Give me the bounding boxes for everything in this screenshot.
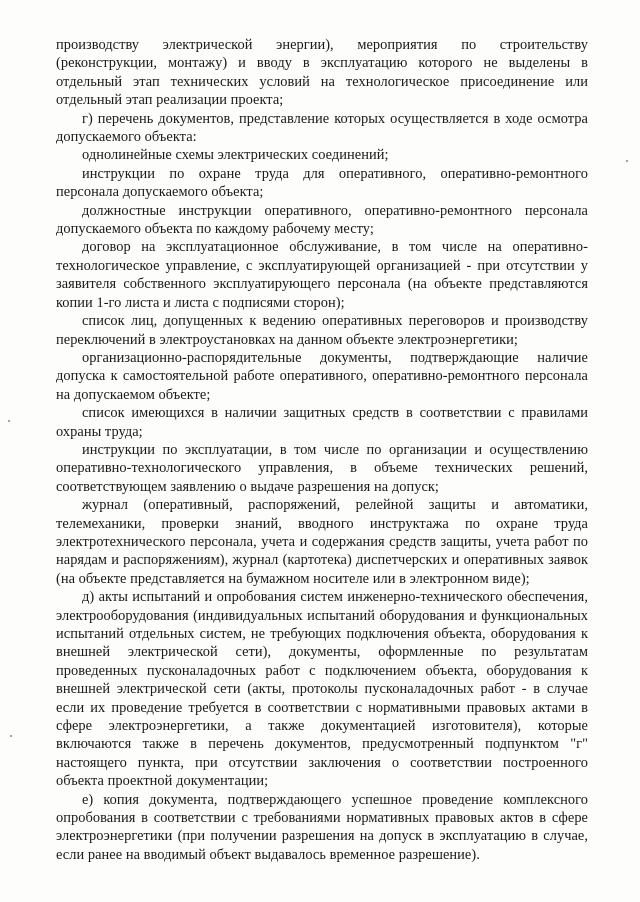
paragraph: организационно-распорядительные документы, подтверждающие наличие допуска к самостоятельной работе оперативного, оперативно-ремонтного персонала на допускаемом объекте; bbox=[56, 349, 588, 403]
scan-speck bbox=[10, 735, 12, 737]
paragraph: журнал (оперативный, распоряжений, релейной защиты и автоматики, телемеханики, проверки знаний, вводного инструктажа по охране труда электротехнического персонала, учета и содержания средств защиты, учета работ по нарядам и распоряжениям), журнал (картотека) диспетчерских и оперативных заявок (на объекте представляется на бумажном носителе или в электронном виде); bbox=[56, 497, 588, 587]
paragraph-item-g: г) перечень документов, представление которых осуществляется в ходе осмотра допускаемого объекта: bbox=[56, 110, 588, 146]
paragraph-item-d: д) акты испытаний и опробования систем инженерно-технического обеспечения, электрооборудования (индивидуальных испытаний оборудования и функциональных испытаний отдельных систем, не требующих подключения объекта, оборудования к внешней электрической сети), документы, оформленные по результатам проведенных пусконаладочных работ с подключением объекта, оборудования к внешней электрической сети (акты, протоколы пусконаладочных работ - в случае если их проведение требуется в соответствии с нормативными правовых актами в сфере электроэнергетики, а также документацией изготовителя), которые включаются также в перечень документов, предусмотренный подпунктом "г" настоящего пункта, при отсутствии заключения о соответствии построенного объекта проектной документации; bbox=[56, 589, 588, 790]
paragraph: однолинейные схемы электрических соединений; bbox=[82, 147, 389, 164]
paragraph: список лиц, допущенных к ведению оперативных переговоров и производству переключений в электроустановках на данном объекте электроэнергетики; bbox=[56, 313, 588, 348]
paragraph: список имеющихся в наличии защитных средств в соответствии с правилами охраны труда; bbox=[56, 405, 588, 440]
paragraph: должностные инструкции оперативного, оперативно-ремонтного персонала допускаемого объекта по каждому рабочему месту; bbox=[56, 202, 588, 238]
paragraph-item-e: е) копия документа, подтверждающего успешное проведение комплексного опробования в соответствии с требованиями нормативных правовых актов в сфере электроэнергетики (при получении разрешения на допуск в эксплуатацию в случае, если ранее на вводимый объект выдавалось временное разрешение). bbox=[56, 791, 588, 863]
paragraph: договор на эксплуатационное обслуживание, в том числе на оперативно-технологическое управление, с эксплуатирующей организацией - при отсутствии у заявителя собственного эксплуатирующего персонала (на объекте представляются копии 1-го листа и листа с подписями сторон); bbox=[56, 239, 588, 311]
scan-speck bbox=[626, 160, 628, 162]
scan-speck bbox=[8, 420, 10, 422]
paragraph: инструкции по охране труда для оперативного, оперативно-ремонтного персонала допускаемого объекта; bbox=[56, 165, 588, 201]
paragraph-continuation: производству электрической энергии), мероприятия по строительству (реконструкции, монтажу) и вводу в эксплуатацию которого не выделены в отдельный этап технических условий на технологическое присоединение или отдельный этап реализации проекта; bbox=[56, 37, 588, 109]
paragraph: инструкции по эксплуатации, в том числе по организации и осуществлению оперативно-технологического управления, в объеме технических решений, соответствующем заявлению о выдаче разрешения на допуск; bbox=[56, 441, 588, 495]
